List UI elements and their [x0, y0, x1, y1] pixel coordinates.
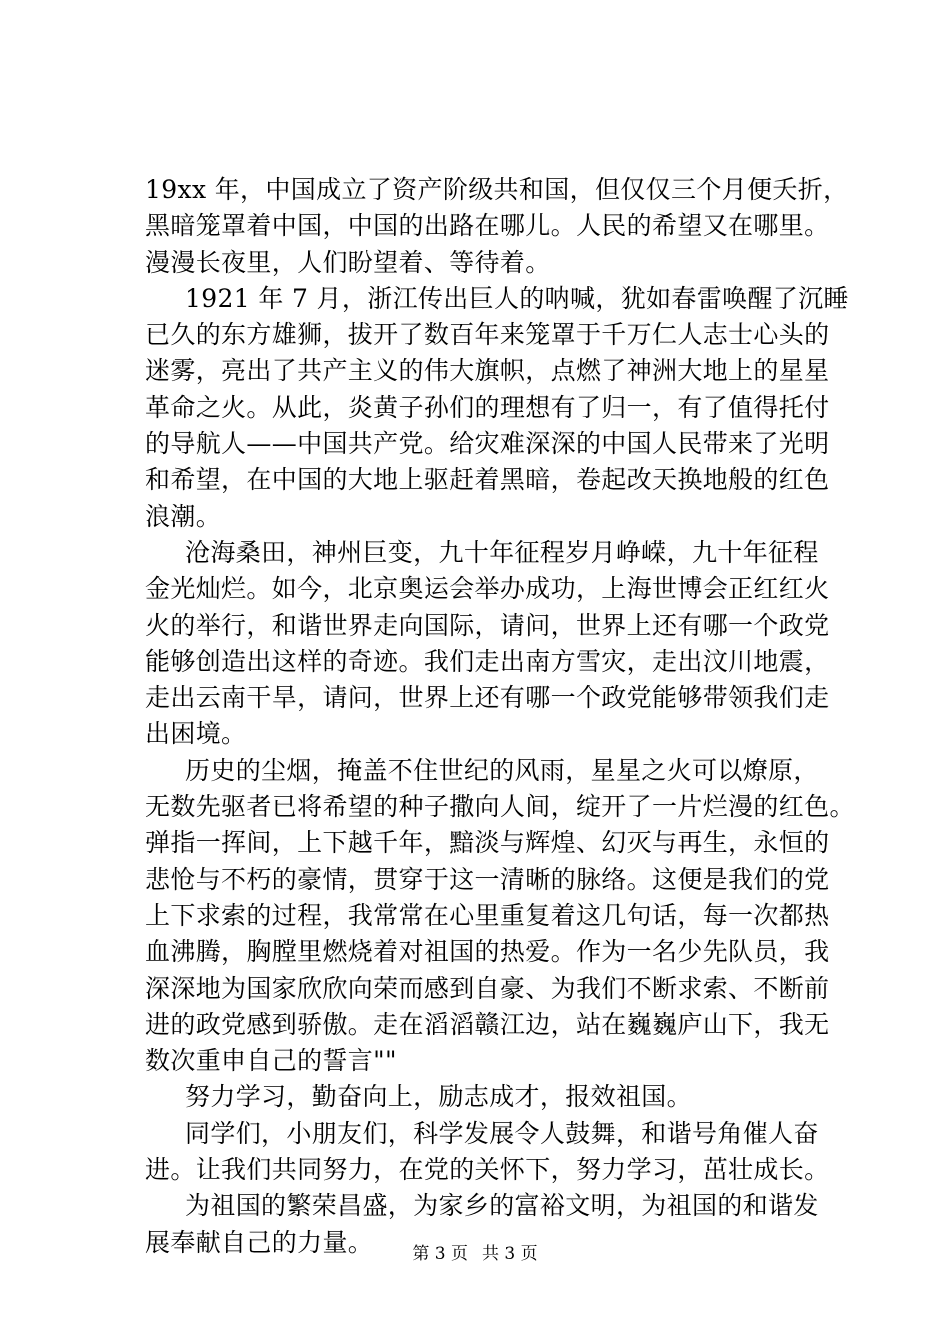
- text-line: 为祖国的繁荣昌盛，为家乡的富裕文明，为祖国的和谐发: [185, 1191, 819, 1221]
- text-line: 浪潮。: [145, 501, 222, 531]
- paragraph: [145, 535, 845, 753]
- document-body: [145, 172, 855, 1261]
- text-line: 同学们，小朋友们，科学发展令人鼓舞，和谐号角催人奋: [185, 1118, 819, 1148]
- text-line: 进的政党感到骄傲。走在滔滔赣江边，站在巍巍庐山下，我无: [145, 1009, 830, 1039]
- text-line: 漫漫长夜里，人们盼望着、等待着。: [145, 247, 551, 277]
- text-line: 和希望，在中国的大地上驱赶着黑暗，卷起改天换地般的红色: [145, 465, 830, 495]
- paragraph: [145, 172, 849, 281]
- text-line: 弹指一挥间，上下越千年，黯淡与辉煌、幻灭与再生，永恒的: [145, 828, 830, 858]
- text-line: 无数先驱者已将希望的种子撒向人间，绽开了一片烂漫的红色。: [145, 792, 855, 822]
- text-line: 已久的东方雄狮，拔开了数百年来笼罩于千万仁人志士心头的: [145, 320, 830, 350]
- text-line: 1921 年 7 月，浙江传出巨人的呐喊，犹如春雷唤醒了沉睡: [185, 283, 849, 313]
- text-line: 沧海桑田，神州巨变，九十年征程岁月峥嵘，九十年征程: [185, 537, 819, 567]
- paragraph: [145, 281, 849, 535]
- text-line: 走出云南干旱，请问，世界上还有哪一个政党能够带领我们走: [145, 683, 830, 713]
- page-footer: [0, 1243, 950, 1265]
- paragraph: [145, 753, 855, 1080]
- text-line: 迷雾，亮出了共产主义的伟大旗帜，点燃了神洲大地上的星星: [145, 356, 830, 386]
- page-number-current: 第 3 页: [412, 1244, 468, 1264]
- text-line: 19xx 年，中国成立了资产阶级共和国，但仅仅三个月便夭折，: [145, 175, 849, 204]
- paragraph: [145, 1079, 845, 1115]
- text-line: 进。让我们共同努力，在党的关怀下，努力学习，茁壮成长。: [145, 1155, 830, 1185]
- text-line: 悲怆与不朽的豪情，贯穿于这一清晰的脉络。这便是我们的党: [145, 864, 830, 894]
- text-line: 上下求索的过程，我常常在心里重复着这几句话，每一次都热: [145, 900, 830, 930]
- text-line: 能够创造出这样的奇迹。我们走出南方雪灾，走出汶川地震，: [145, 646, 830, 676]
- paragraph: [145, 1116, 845, 1189]
- text-line: 火的举行，和谐世界走向国际，请问，世界上还有哪一个政党: [145, 610, 830, 640]
- text-line: 数次重申自己的誓言"": [145, 1046, 397, 1076]
- text-line: 的导航人——中国共产党。给灾难深深的中国人民带来了光明: [145, 429, 830, 459]
- text-line: 展奉献自己的力量。: [145, 1227, 374, 1257]
- text-line: 金光灿烂。如今，北京奥运会举办成功，上海世博会正红红火: [145, 574, 830, 604]
- text-line: 努力学习，勤奋向上，励志成才，报效祖国。: [185, 1082, 693, 1112]
- text-line: 黑暗笼罩着中国，中国的出路在哪儿。人民的希望又在哪里。: [145, 211, 830, 241]
- text-line: 出困境。: [145, 719, 247, 749]
- text-line: 深深地为国家欣欣向荣而感到自豪、为我们不断求索、不断前: [145, 973, 830, 1003]
- text-line: 革命之火。从此，炎黄子孙们的理想有了归一，有了值得托付: [145, 392, 830, 422]
- text-line: 血沸腾，胸膛里燃烧着对祖国的热爱。作为一名少先队员，我: [145, 937, 830, 967]
- text-line: 历史的尘烟，掩盖不住世纪的风雨，星星之火可以燎原，: [185, 755, 819, 785]
- page-number-total: 共 3 页: [482, 1244, 538, 1264]
